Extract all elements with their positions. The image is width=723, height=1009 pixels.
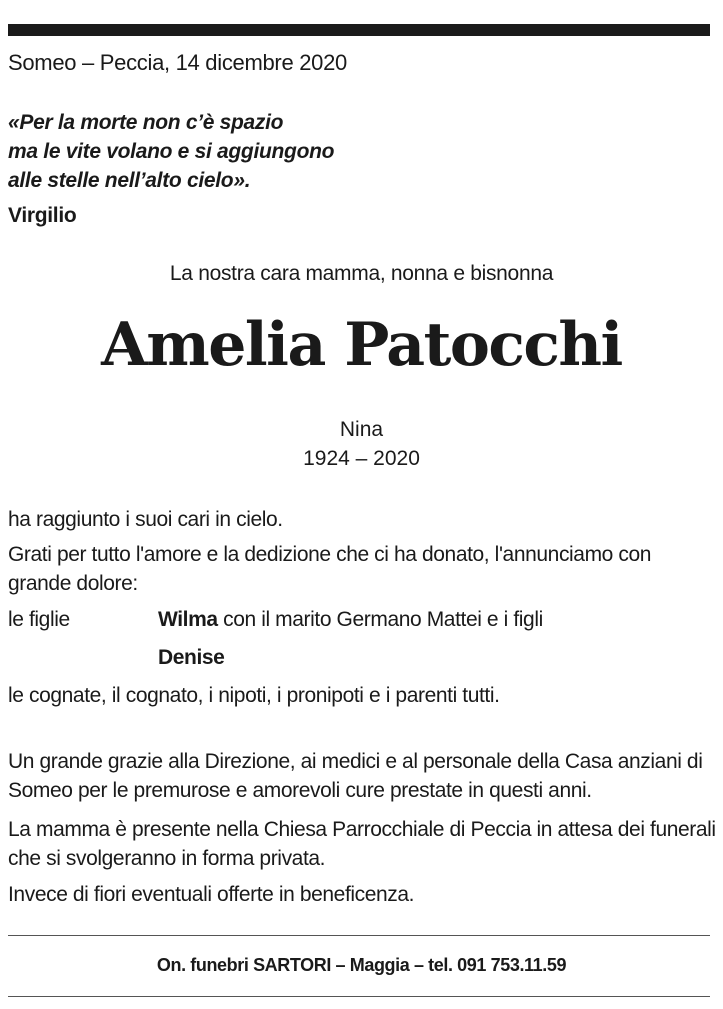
deceased-name: Amelia Patocchi [101, 310, 622, 380]
daughter-name: Wilma [158, 608, 218, 631]
quote-line: «Per la morte non c’è spazio [8, 111, 284, 134]
daughter-detail: con il marito Germano Mattei e i figli [217, 608, 543, 631]
quote [8, 108, 334, 195]
body-line: le cognate, il cognato, i nipoti, i pronipoti e i parenti tutti. [8, 684, 500, 707]
deceased-years: 1924 – 2020 [303, 447, 420, 470]
quote-author: Virgilio [8, 204, 77, 227]
quote-line: ma le vite volano e si aggiungono [8, 140, 335, 163]
footer-rule-top [8, 935, 710, 936]
deceased-nickname: Nina [339, 418, 384, 441]
body-line: ha raggiunto i suoi cari in cielo. [8, 508, 283, 531]
intro-text: La nostra cara mamma, nonna e bisnonna [169, 262, 554, 285]
body-line: Invece di fiori eventuali offerte in beneficenza. [8, 883, 415, 906]
place-date: Someo – Peccia, 14 dicembre 2020 [8, 50, 347, 75]
daughter-name: Denise [158, 646, 225, 669]
top-rule [8, 24, 710, 36]
body-line: La mamma è presente nella Chiesa Parrocchiale di Peccia in attesa dei funerali che si svolgeranno in forma privata. [8, 818, 716, 870]
body-line: Un grande grazie alla Direzione, ai medici e al personale della Casa anziani di Someo per le premurose e amorevoli cure prestate in questi anni. [8, 750, 703, 802]
body-line: Grati per tutto l'amore e la dedizione che ci ha donato, l'annunciamo con grande dolore: [8, 543, 652, 595]
quote-line: alle stelle nell’alto cielo». [8, 169, 251, 192]
funeral-home-info: On. funebri SARTORI – Maggia – tel. 091 753.11.59 [156, 955, 567, 975]
family-label: le figlie [8, 608, 70, 631]
family-value [158, 608, 543, 632]
footer-rule-bottom [8, 996, 710, 997]
